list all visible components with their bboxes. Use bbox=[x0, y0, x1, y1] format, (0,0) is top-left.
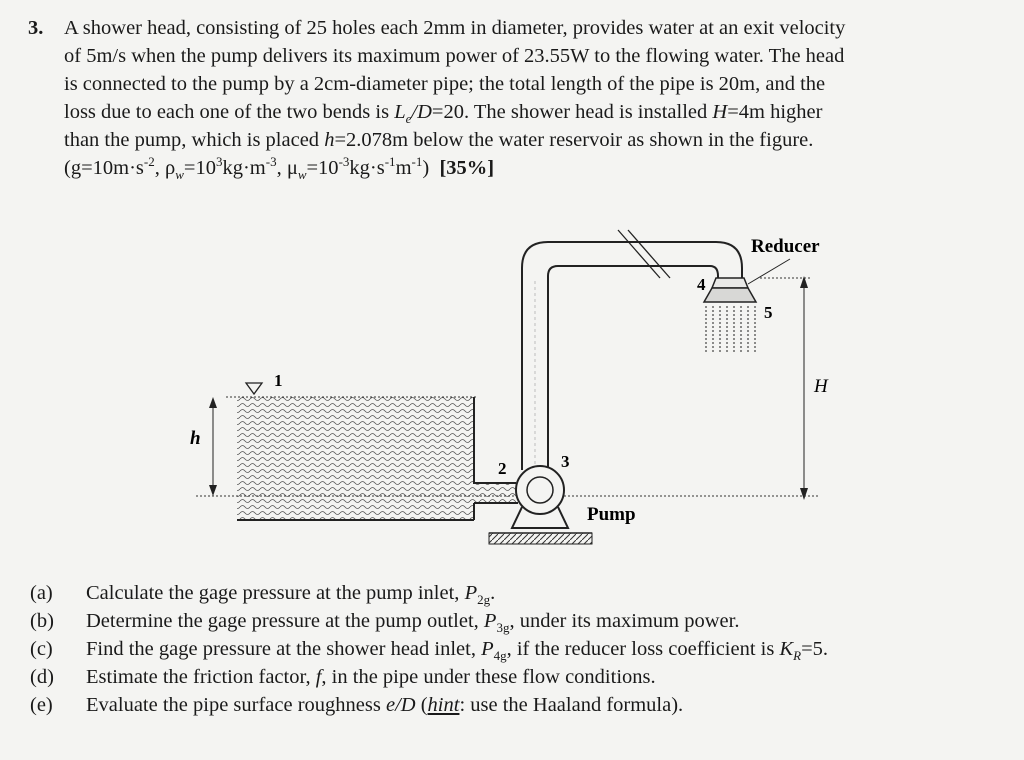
small-h-arrow-top bbox=[209, 397, 217, 408]
label-point-3: 3 bbox=[561, 452, 570, 471]
part-b-sub: 3g bbox=[496, 620, 510, 636]
part-b-text: Determine the gage pressure at the pump outlet, bbox=[86, 610, 479, 632]
pump-placement-text: than the pump, which is placed bbox=[64, 129, 320, 151]
part-c-mid: , if the reducer loss coefficient is bbox=[506, 638, 775, 660]
mu-exp3: -1 bbox=[411, 154, 423, 170]
surface-triangle-icon bbox=[246, 383, 262, 394]
mu-text: , μ bbox=[276, 157, 298, 179]
part-d bbox=[30, 663, 1010, 691]
part-c-var: P bbox=[481, 638, 494, 660]
part-c-end: =5. bbox=[801, 638, 829, 660]
small-h-arrow-bottom bbox=[209, 485, 217, 496]
shower-head bbox=[704, 288, 756, 302]
height-rest: =4m higher bbox=[727, 101, 823, 123]
label-height-H: H bbox=[814, 376, 828, 397]
question-parts bbox=[30, 579, 1010, 719]
mu-exp2: -1 bbox=[384, 154, 396, 170]
reducer-leader bbox=[748, 259, 790, 284]
label-pump: Pump bbox=[587, 504, 636, 525]
rho-text: , ρ bbox=[154, 157, 176, 179]
part-e-var: e/D bbox=[385, 694, 416, 716]
pump-depth-text: =2.078m below the water reservoir as shown in the figure. bbox=[334, 129, 814, 151]
part-d-var: f bbox=[315, 666, 322, 688]
problem-line-3: is connected to the pump by a 2cm-diameter pipe; the total length of the pipe is 20m, and the bbox=[64, 73, 826, 95]
part-d-label: (d) bbox=[30, 666, 54, 688]
problem-line-6 bbox=[64, 154, 1008, 182]
label-point-5: 5 bbox=[764, 303, 773, 322]
reservoir-water bbox=[237, 397, 474, 520]
weight-badge: [35%] bbox=[439, 157, 495, 179]
reducer bbox=[712, 278, 748, 288]
label-point-1: 1 bbox=[274, 371, 283, 390]
h-arrow-bottom bbox=[800, 488, 808, 500]
part-b-label: (b) bbox=[30, 610, 54, 632]
problem-statement bbox=[18, 14, 1008, 182]
close-paren: ) bbox=[422, 157, 430, 179]
gravity-exp: -2 bbox=[143, 154, 155, 170]
part-a-label: (a) bbox=[30, 582, 53, 604]
rho-exp1: 3 bbox=[215, 154, 223, 170]
part-c-k: K bbox=[779, 638, 794, 660]
problem-line-2: of 5m/s when the pump delivers its maximum power of 23.55W to the flowing water. The head bbox=[64, 45, 845, 67]
question-number: 3. bbox=[28, 17, 44, 39]
ld-value: =20. The shower head is installed bbox=[431, 101, 708, 123]
pump-base bbox=[489, 533, 592, 544]
label-height-h: h bbox=[190, 428, 201, 449]
part-a-end: . bbox=[490, 582, 496, 604]
part-c-text: Find the gage pressure at the shower head inlet, bbox=[86, 638, 476, 660]
pipe-break-mark bbox=[628, 230, 670, 278]
part-e-end: : use the Haaland formula). bbox=[459, 694, 684, 716]
inlet-water bbox=[474, 483, 516, 503]
pipe-break-mark bbox=[618, 230, 660, 278]
mu-m: m bbox=[395, 157, 412, 179]
system-diagram bbox=[0, 215, 1024, 560]
pipe-inner-wall bbox=[548, 266, 718, 470]
problem-line-1: A shower head, consisting of 25 holes each 2mm in diameter, provides water at an exit velocity bbox=[64, 17, 846, 39]
mu-unit: kg·s bbox=[349, 157, 385, 179]
rho-val: =10 bbox=[183, 157, 216, 179]
part-c-label: (c) bbox=[30, 638, 53, 660]
part-d-text: Estimate the friction factor, bbox=[86, 666, 311, 688]
mu-sub: w bbox=[297, 167, 307, 183]
part-a bbox=[30, 579, 1010, 607]
le-sub: e bbox=[405, 111, 412, 127]
le-var: L bbox=[394, 101, 406, 123]
part-b bbox=[30, 607, 1010, 635]
small-h-var: h bbox=[324, 129, 335, 151]
rho-unit: kg·m bbox=[222, 157, 266, 179]
part-e-open: ( bbox=[420, 694, 428, 716]
mu-val: =10 bbox=[306, 157, 339, 179]
gravity-text: (g=10m·s bbox=[64, 157, 144, 179]
mu-exp: -3 bbox=[338, 154, 350, 170]
pump-casing bbox=[516, 466, 564, 514]
problem-line-4 bbox=[64, 98, 1008, 126]
bend-loss-text: loss due to each one of the two bends is bbox=[64, 101, 390, 123]
part-a-text: Calculate the gage pressure at the pump inlet, bbox=[86, 582, 460, 604]
part-c-ksub: R bbox=[793, 648, 802, 664]
part-e-label: (e) bbox=[30, 694, 53, 716]
label-point-4: 4 bbox=[697, 275, 706, 294]
part-c bbox=[30, 635, 1010, 663]
rho-exp2: -3 bbox=[265, 154, 277, 170]
label-point-2: 2 bbox=[498, 459, 507, 478]
question-text bbox=[64, 14, 1008, 182]
over-d: /D bbox=[411, 101, 432, 123]
height-var: H bbox=[712, 101, 728, 123]
part-d-end: , in the pipe under these flow conditions. bbox=[321, 666, 656, 688]
pipe-outer-wall bbox=[522, 242, 742, 470]
part-c-sub: 4g bbox=[493, 648, 507, 664]
part-e-hint: hint bbox=[427, 694, 460, 716]
shower-spray bbox=[706, 306, 755, 352]
rho-sub: w bbox=[175, 167, 184, 183]
part-e bbox=[30, 691, 1010, 719]
part-a-sub: 2g bbox=[477, 592, 491, 608]
label-reducer: Reducer bbox=[751, 236, 820, 257]
part-a-var: P bbox=[464, 582, 478, 604]
problem-line-5 bbox=[64, 126, 1008, 154]
part-b-end: , under its maximum power. bbox=[509, 610, 740, 632]
part-e-text: Evaluate the pipe surface roughness bbox=[86, 694, 381, 716]
part-b-var: P bbox=[483, 610, 497, 632]
